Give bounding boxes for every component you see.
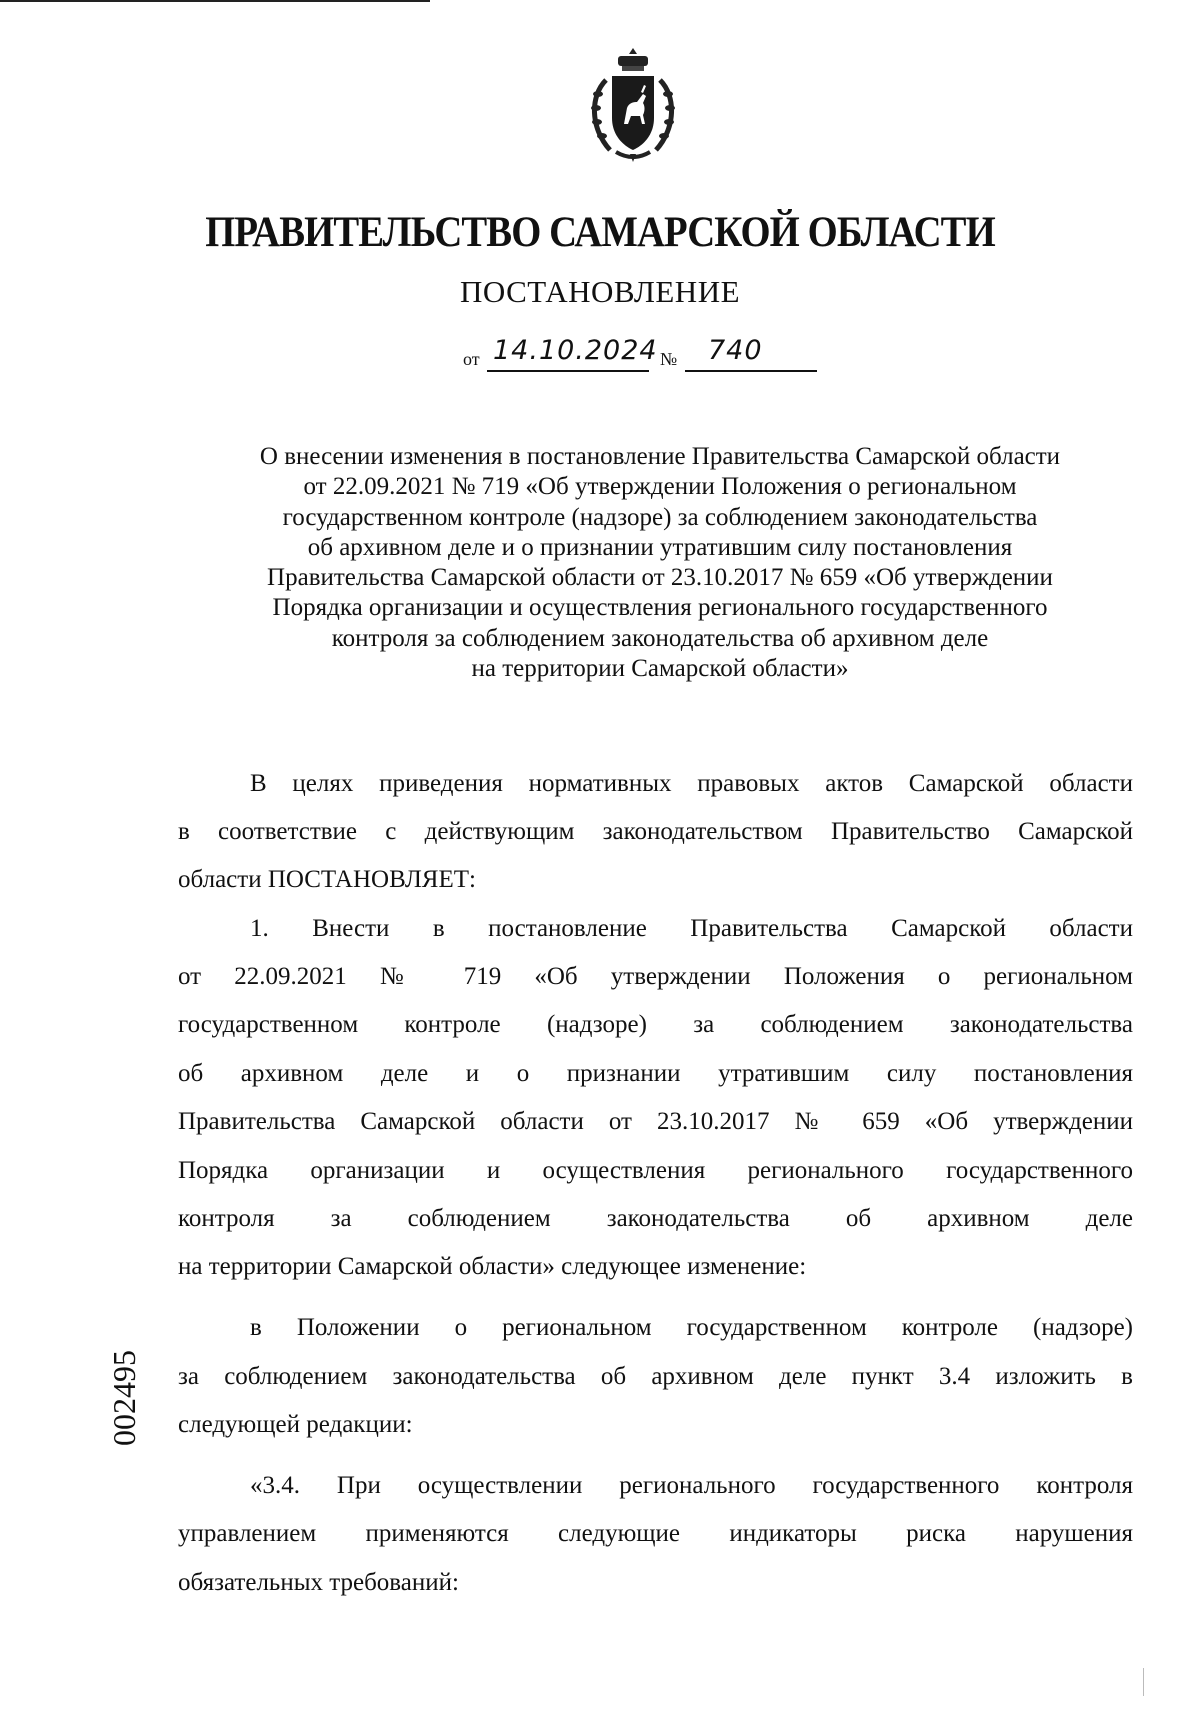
body-line: на территории Самарской области» следующее изменение:: [178, 1253, 807, 1280]
body-line: Правительства Самарской области от 23.10.2017 № 659 «Об утверждении: [178, 1108, 1133, 1135]
body-line: управлением применяются следующие индикаторы риска нарушения: [178, 1520, 1133, 1547]
side-registration-number: 002495: [106, 1350, 142, 1446]
body-line: за соблюдением законодательства об архивном деле пункт 3.4 изложить в: [178, 1363, 1133, 1390]
subject-line: Порядка организации и осуществления регионального государственного: [272, 594, 1048, 622]
body-line: области ПОСТАНОВЛЯЕТ:: [178, 866, 476, 893]
body-line: «3.4. При осуществлении регионального государственного контроля: [250, 1472, 1133, 1499]
subject-line: контроля за соблюдением законодательства об архивном деле: [331, 624, 989, 652]
subject-line: Правительства Самарской области от 23.10.2017 № 659 «Об утверждении: [267, 564, 1053, 592]
page-top-edge: [0, 0, 430, 2]
body-line: от 22.09.2021 № 719 «Об утверждении Положения о региональном: [178, 963, 1133, 990]
number-prefix: №: [660, 349, 678, 369]
body-line: обязательных требований:: [178, 1569, 459, 1596]
subject-line: от 22.09.2021 № 719 «Об утверждении Положения о региональном: [303, 473, 1017, 501]
body-line: В целях приведения нормативных правовых актов Самарской области: [250, 770, 1133, 797]
scan-mark: [1143, 1668, 1144, 1696]
body-line: контроля за соблюдением законодательства об архивном деле: [178, 1205, 1133, 1232]
subject-line: на территории Самарской области»: [471, 655, 849, 683]
organization-title: ПРАВИТЕЛЬСТВО САМАРСКОЙ ОБЛАСТИ: [205, 209, 995, 256]
document-subject: [200, 442, 1120, 684]
coat-of-arms-emblem: [588, 46, 678, 164]
document-date-number-line: [463, 335, 863, 375]
body-line: следующей редакции:: [178, 1411, 413, 1438]
body-line: государственном контроле (надзоре) за соблюдением законодательства: [178, 1011, 1133, 1038]
handwritten-number: 740: [708, 335, 763, 366]
body-line: 1. Внести в постановление Правительства Самарской области: [250, 915, 1133, 942]
date-underline: [487, 370, 649, 372]
number-underline: [685, 370, 817, 372]
handwritten-date: 14.10.2024: [493, 335, 658, 366]
subject-line: об архивном деле и о признании утратившим силу постановления: [307, 533, 1013, 561]
body-line: об архивном деле и о признании утратившим силу постановления: [178, 1060, 1133, 1087]
subject-line: О внесении изменения в постановление Правительства Самарской области: [259, 443, 1061, 470]
body-line: Порядка организации и осуществления регионального государственного: [178, 1157, 1133, 1184]
body-line: в Положении о региональном государственном контроле (надзоре): [250, 1314, 1133, 1341]
subject-line: государственном контроле (надзоре) за соблюдением законодательства: [282, 503, 1038, 531]
body-line: в соответствие с действующим законодательством Правительство Самарской: [178, 818, 1133, 845]
date-prefix: от: [463, 349, 480, 369]
document-type: ПОСТАНОВЛЕНИЕ: [459, 274, 741, 309]
